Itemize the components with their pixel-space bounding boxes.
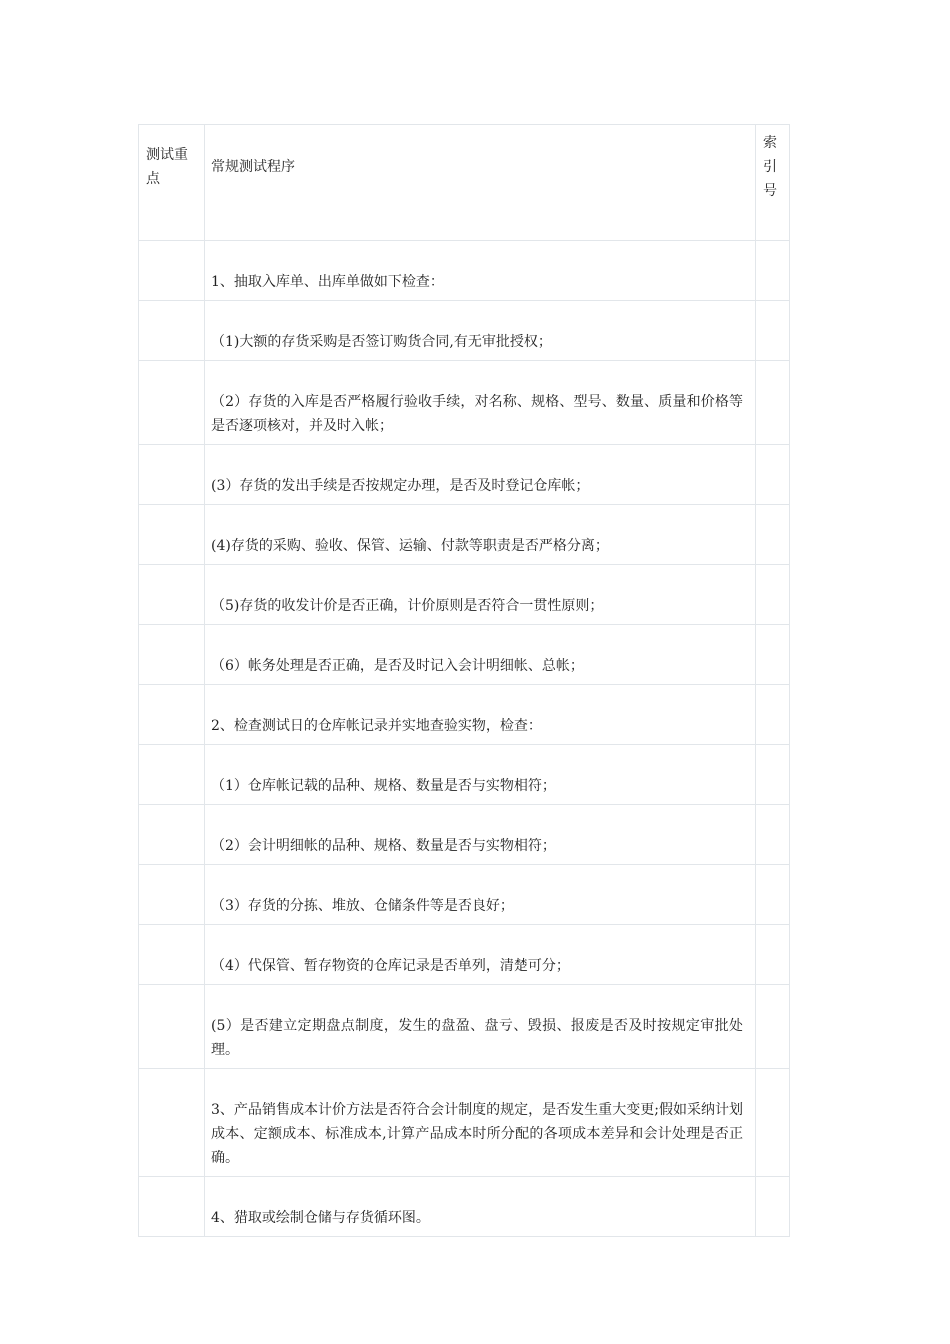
cell-index <box>756 865 790 925</box>
cell-procedure: （1）仓库帐记载的品种、规格、数量是否与实物相符； <box>205 745 756 805</box>
cell-test-focus <box>139 625 205 685</box>
cell-procedure: （5)存货的收发计价是否正确，计价原则是否符合一贯性原则； <box>205 565 756 625</box>
cell-procedure: （4）代保管、暂存物资的仓库记录是否单列，清楚可分； <box>205 925 756 985</box>
cell-index <box>756 745 790 805</box>
cell-procedure: （1)大额的存货采购是否签订购货合同,有无审批授权； <box>205 301 756 361</box>
cell-test-focus <box>139 865 205 925</box>
cell-index <box>756 805 790 865</box>
cell-procedure: (4)存货的采购、验收、保管、运输、付款等职责是否严格分离； <box>205 505 756 565</box>
cell-procedure: 3、产品销售成本计价方法是否符合会计制度的规定，是否发生重大变更;假如采纳计划成本、定额成本、标准成本,计算产品成本时所分配的各项成本差异和会计处理是否正确。 <box>205 1069 756 1177</box>
cell-procedure: （6）帐务处理是否正确，是否及时记入会计明细帐、总帐； <box>205 625 756 685</box>
cell-procedure: (5）是否建立定期盘点制度，发生的盘盈、盘亏、毁损、报废是否及时按规定审批处理。 <box>205 985 756 1069</box>
cell-test-focus <box>139 565 205 625</box>
table-row <box>139 241 790 301</box>
cell-test-focus <box>139 505 205 565</box>
table-row <box>139 505 790 565</box>
cell-index <box>756 1177 790 1237</box>
cell-index <box>756 985 790 1069</box>
audit-procedure-table <box>138 124 790 1237</box>
cell-procedure: （3）存货的分拣、堆放、仓储条件等是否良好； <box>205 865 756 925</box>
table-header-row <box>139 125 790 241</box>
table-row <box>139 445 790 505</box>
cell-test-focus <box>139 361 205 445</box>
header-test-focus-line2: 点 <box>146 171 160 187</box>
cell-procedure: （2）会计明细帐的品种、规格、数量是否与实物相符； <box>205 805 756 865</box>
cell-test-focus <box>139 1177 205 1237</box>
table-row <box>139 1177 790 1237</box>
cell-procedure: 2、检查测试日的仓库帐记录并实地查验实物，检查： <box>205 685 756 745</box>
cell-procedure: （2）存货的入库是否严格履行验收手续，对名称、规格、型号、数量、质量和价格等是否逐项核对，并及时入帐； <box>205 361 756 445</box>
cell-test-focus <box>139 445 205 505</box>
cell-test-focus <box>139 805 205 865</box>
table-row <box>139 865 790 925</box>
header-index-number <box>756 125 790 241</box>
table-row <box>139 685 790 745</box>
header-index-line1: 索 <box>763 135 777 151</box>
table-row <box>139 1069 790 1177</box>
cell-procedure: (3）存货的发出手续是否按规定办理，是否及时登记仓库帐； <box>205 445 756 505</box>
cell-procedure: 1、抽取入库单、出库单做如下检查： <box>205 241 756 301</box>
cell-index <box>756 301 790 361</box>
cell-test-focus <box>139 745 205 805</box>
table-row <box>139 745 790 805</box>
cell-procedure: 4、猎取或绘制仓储与存货循环图。 <box>205 1177 756 1237</box>
cell-index <box>756 925 790 985</box>
header-test-focus <box>139 125 205 241</box>
cell-index <box>756 505 790 565</box>
table-row <box>139 565 790 625</box>
cell-test-focus <box>139 985 205 1069</box>
cell-index <box>756 361 790 445</box>
cell-test-focus <box>139 685 205 745</box>
table-row <box>139 361 790 445</box>
table-row <box>139 925 790 985</box>
table-row <box>139 985 790 1069</box>
cell-index <box>756 241 790 301</box>
cell-test-focus <box>139 241 205 301</box>
cell-test-focus <box>139 925 205 985</box>
table-row <box>139 301 790 361</box>
cell-test-focus <box>139 1069 205 1177</box>
table-row <box>139 625 790 685</box>
header-index-line2: 引 <box>763 159 777 175</box>
cell-index <box>756 1069 790 1177</box>
cell-index <box>756 565 790 625</box>
header-procedure: 常规测试程序 <box>205 125 756 241</box>
header-index-line3: 号 <box>763 183 777 199</box>
cell-index <box>756 685 790 745</box>
header-test-focus-line1: 测试重 <box>146 147 188 163</box>
table-row <box>139 805 790 865</box>
cell-index <box>756 625 790 685</box>
cell-index <box>756 445 790 505</box>
cell-test-focus <box>139 301 205 361</box>
